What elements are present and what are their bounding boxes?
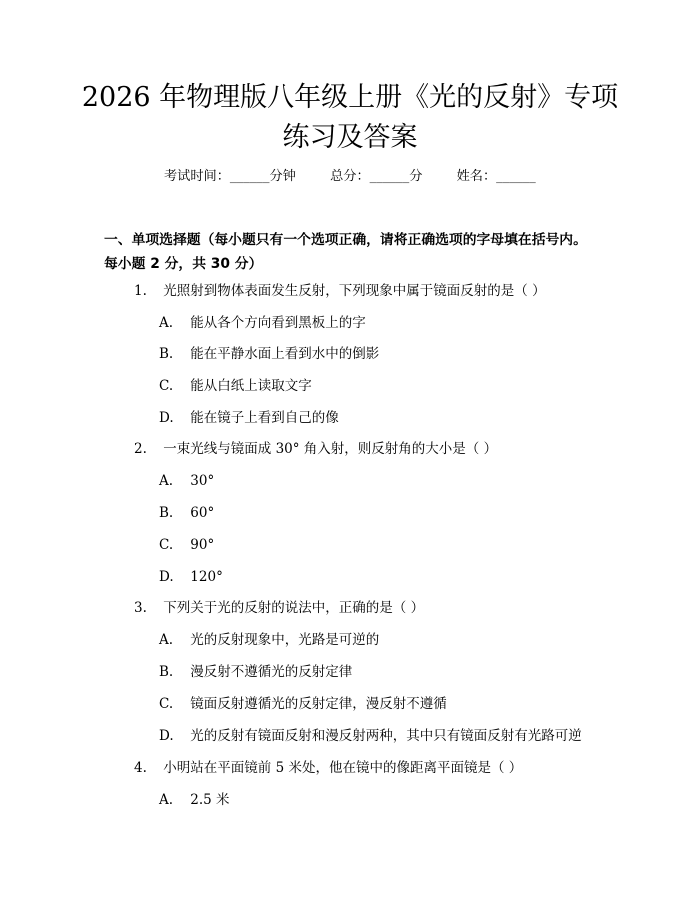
total-score: 总分：______分 <box>330 169 423 184</box>
option-letter: A. <box>159 792 174 808</box>
question-3-option-a <box>159 630 599 650</box>
title-line-2: 练习及答案 <box>282 122 418 153</box>
question-1 <box>134 281 604 301</box>
option-text: 60° <box>190 505 215 521</box>
option-letter: C. <box>159 378 174 394</box>
question-2 <box>134 439 604 459</box>
question-number: 1. <box>134 283 147 299</box>
question-number: 2. <box>134 441 147 457</box>
option-letter: A. <box>159 473 174 489</box>
question-1-option-b <box>159 344 599 364</box>
option-letter: D. <box>159 728 174 744</box>
option-text: 能在镜子上看到自己的像 <box>190 410 339 426</box>
option-letter: D. <box>159 410 174 426</box>
option-letter: C. <box>159 696 174 712</box>
document-title <box>80 78 620 158</box>
question-2-option-c <box>159 535 599 555</box>
question-text: 一束光线与镜面成 30° 角入射，则反射角的大小是（ ） <box>163 441 498 457</box>
title-line-1: 2026 年物理版八年级上册《光的反射》专项 <box>81 82 619 113</box>
option-letter: C. <box>159 537 174 553</box>
option-text: 镜面反射遵循光的反射定律，漫反射不遵循 <box>190 696 447 712</box>
option-text: 能从各个方向看到黑板上的字 <box>190 315 366 331</box>
option-text: 120° <box>190 569 223 585</box>
question-3-option-d <box>159 726 599 746</box>
question-text: 光照射到物体表面发生反射，下列现象中属于镜面反射的是（ ） <box>163 283 546 299</box>
question-number: 3. <box>134 600 147 616</box>
question-1-option-d <box>159 408 599 428</box>
option-letter: B. <box>159 505 174 521</box>
question-4 <box>134 758 604 778</box>
option-letter: A. <box>159 315 174 331</box>
option-text: 漫反射不遵循光的反射定律 <box>190 664 353 680</box>
question-text: 下列关于光的反射的说法中，正确的是（ ） <box>163 600 425 616</box>
option-letter: B. <box>159 664 174 680</box>
option-text: 2.5 米 <box>190 792 230 808</box>
question-3-option-c <box>159 694 599 714</box>
question-2-option-a <box>159 471 599 491</box>
question-1-option-a <box>159 313 599 333</box>
question-3-option-b <box>159 662 599 682</box>
question-4-option-a <box>159 790 599 810</box>
exam-info <box>164 167 584 187</box>
question-3 <box>134 598 604 618</box>
option-letter: D. <box>159 569 174 585</box>
question-text: 小明站在平面镜前 5 米处，他在镜中的像距离平面镜是（ ） <box>163 760 523 776</box>
section-heading: 一、单项选择题（每小题只有一个选项正确，请将正确选项的字母填在括号内。每小题 2 分，共 30 分） <box>104 232 587 272</box>
student-name: 姓名：______ <box>456 169 536 184</box>
option-letter: B. <box>159 346 174 362</box>
option-text: 光的反射有镜面反射和漫反射两种，其中只有镜面反射有光路可逆 <box>190 728 582 744</box>
option-text: 能从白纸上读取文字 <box>190 378 312 394</box>
option-text: 30° <box>190 473 215 489</box>
option-text: 90° <box>190 537 215 553</box>
option-letter: A. <box>159 632 174 648</box>
question-number: 4. <box>134 760 147 776</box>
exam-time: 考试时间：______分钟 <box>164 169 296 184</box>
option-text: 能在平静水面上看到水中的倒影 <box>190 346 380 362</box>
option-text: 光的反射现象中，光路是可逆的 <box>190 632 380 648</box>
question-1-option-c <box>159 376 599 396</box>
question-2-option-b <box>159 503 599 523</box>
question-2-option-d <box>159 567 599 587</box>
